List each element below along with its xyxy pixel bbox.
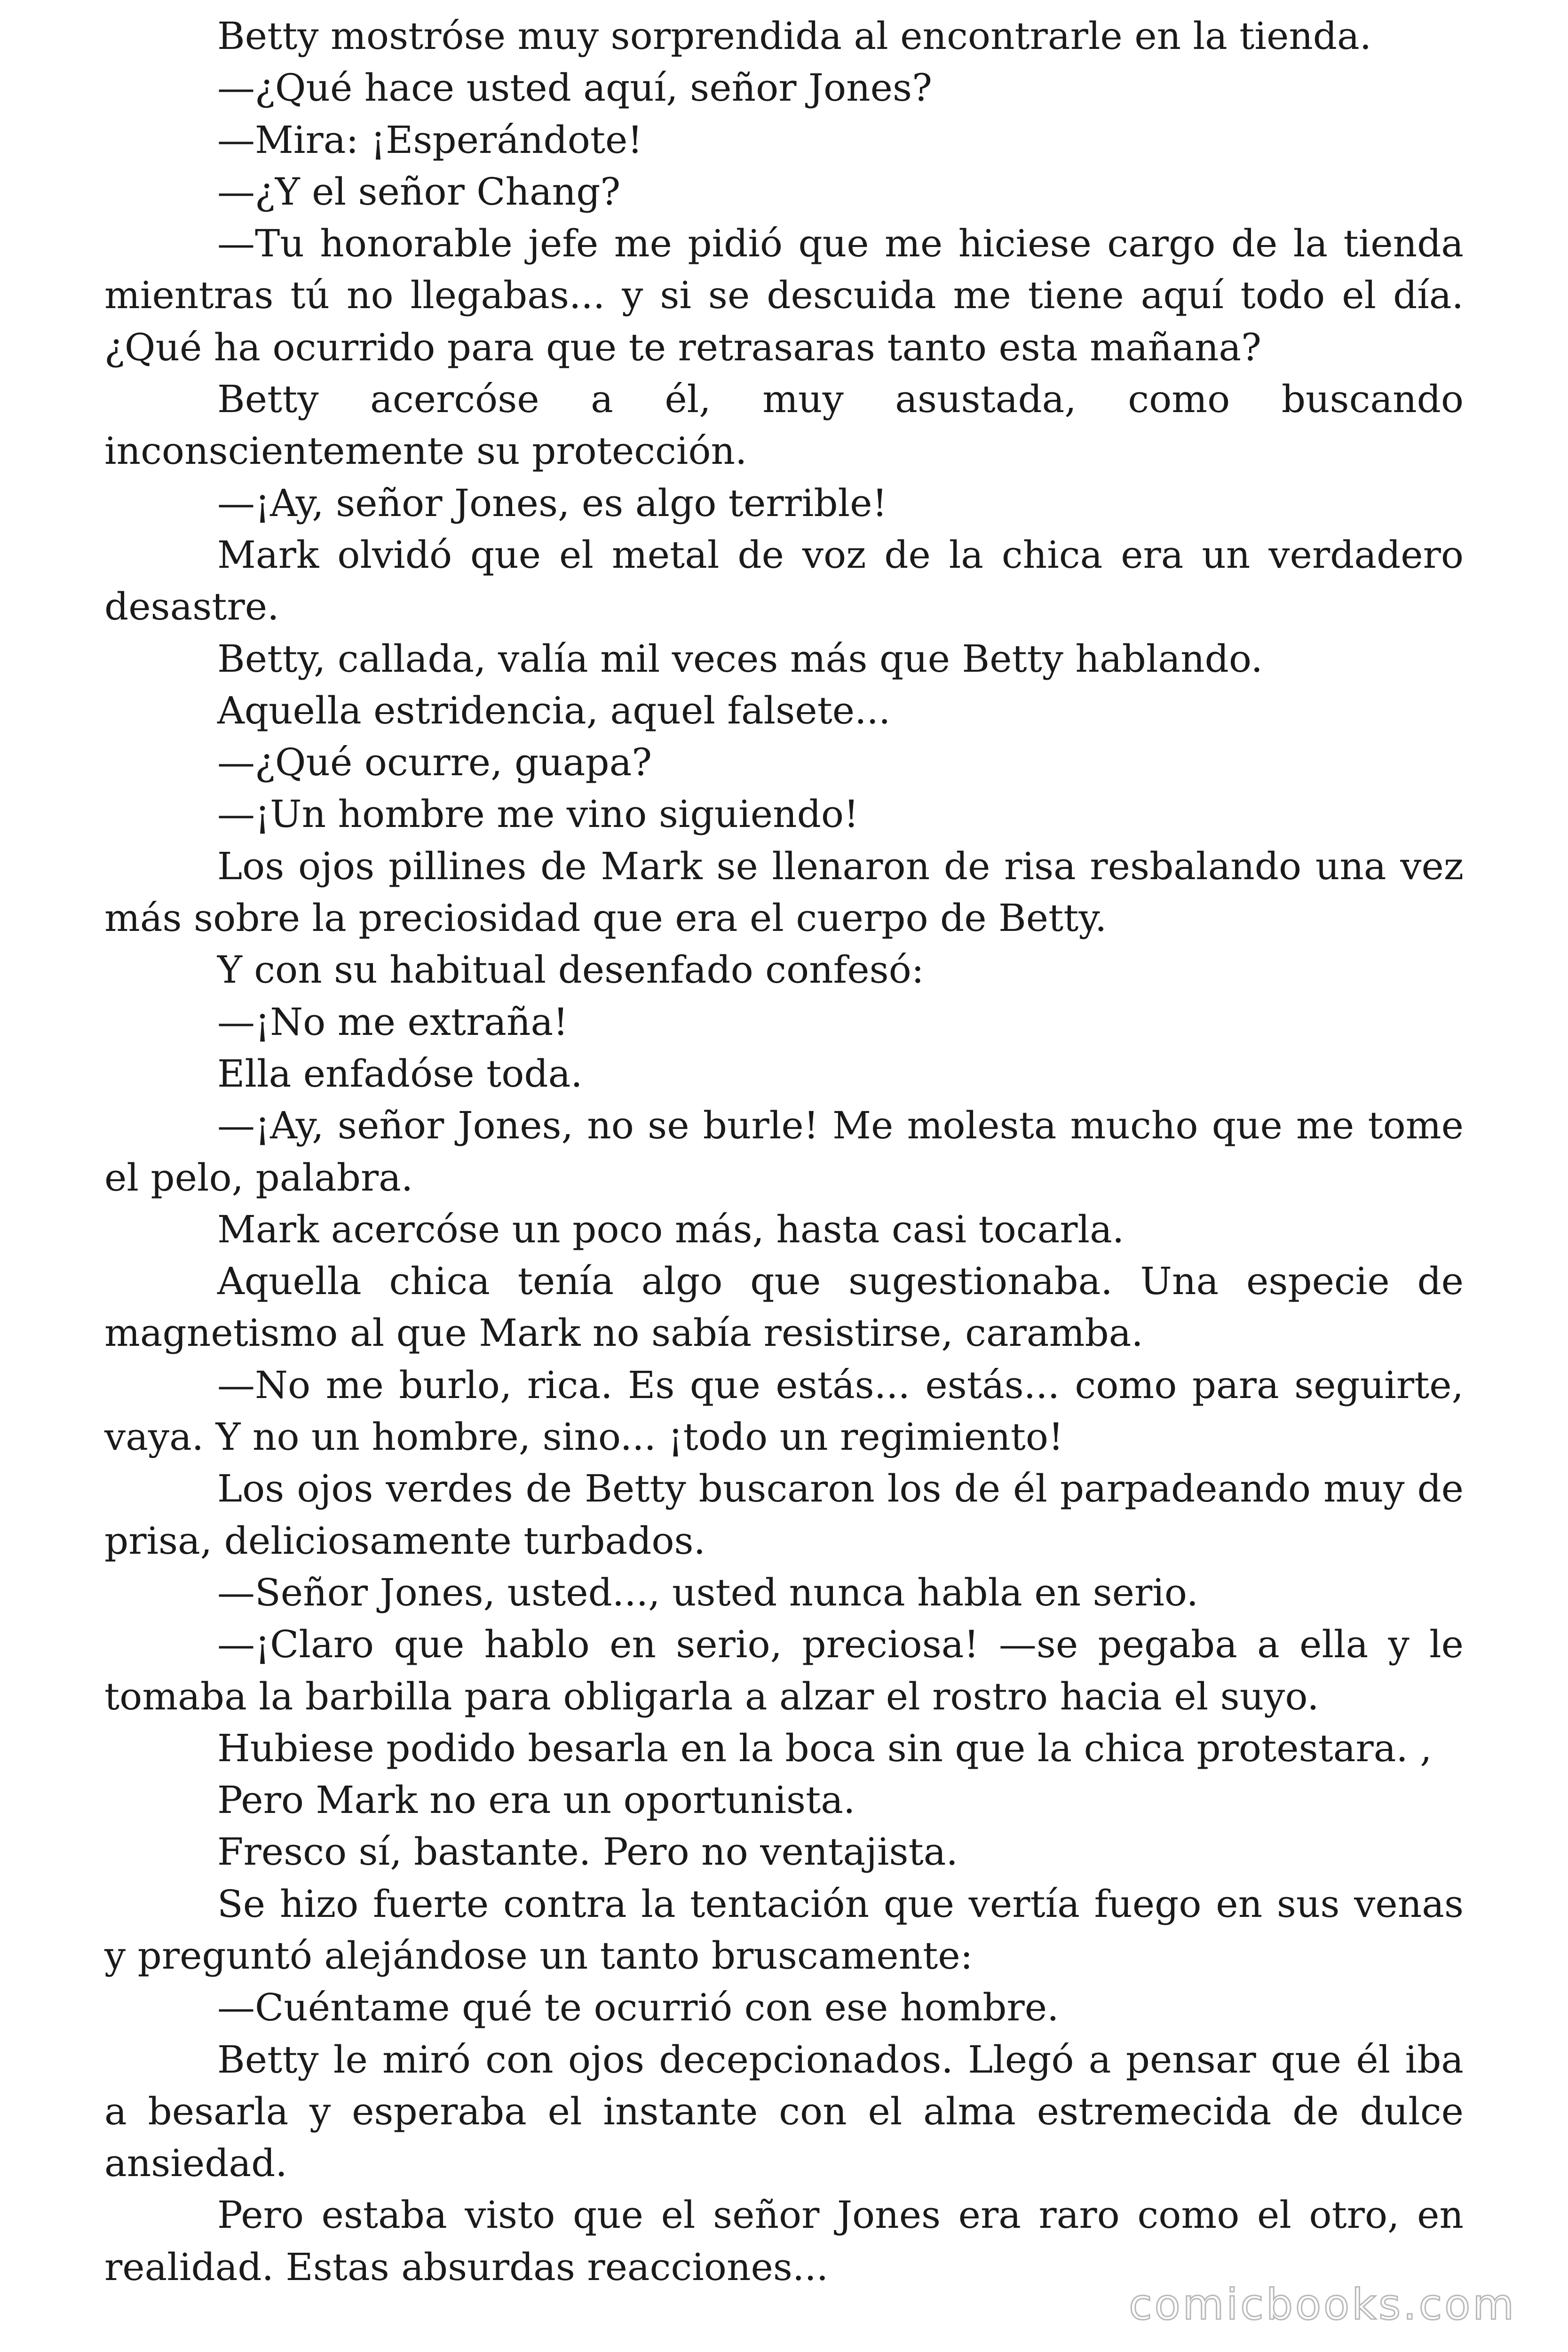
paragraph: Betty mostróse muy sorprendida al encontrarle en la tienda. [217,14,1372,58]
paragraph: —¡No me extraña! [217,1000,569,1044]
paragraph: Los ojos pillines de Mark se llenaron de risa resbalando una vez más sobre la preciosidad que era el cuerpo de Betty. [104,844,1464,940]
paragraph: Betty, callada, valía mil veces más que Betty hablando. [217,636,1263,681]
paragraph: Ella enfadóse toda. [217,1051,583,1096]
paragraph: —Señor Jones, usted..., usted nunca habla en serio. [217,1570,1199,1614]
paragraph: Betty acercóse a él, muy asustada, como buscando inconscientemente su protección. [104,377,1464,473]
paragraph: Aquella estridencia, aquel falsete... [217,688,891,732]
paragraph: —No me burlo, rica. Es que estás... estás... como para seguirte, vaya. Y no un hombre, sino... ¡todo un regimiento! [104,1363,1464,1459]
paragraph: —Cuéntame qué te ocurrió con ese hombre. [217,1986,1059,2030]
paragraph: —¿Qué hace usted aquí, señor Jones? [217,66,932,110]
watermark: comicbooks.com [1129,2280,1516,2329]
paragraph: Aquella chica tenía algo que sugestionaba. Una especie de magnetismo al que Mark no sabía resistirse, caramba. [104,1259,1464,1355]
paragraph: —¡Ay, señor Jones, es algo terrible! [217,481,887,525]
paragraph: Betty le miró con ojos decepcionados. Llegó a pensar que él iba a besarla y esperaba el instante con el alma estremecida de dulce ansiedad. [104,2037,1464,2185]
paragraph: —Tu honorable jefe me pidió que me hiciese cargo de la tienda mientras tú no llegabas... y si se descuida me tiene aquí todo el día. ¿Qué ha ocurrido para que te retrasaras tanto esta mañana? [104,222,1464,369]
paragraph: —¡Claro que hablo en serio, preciosa! —se pegaba a ella y le tomaba la barbilla para obligarla a alzar el rostro hacia el suyo. [104,1622,1464,1718]
paragraph: —¡Un hombre me vino siguiendo! [217,792,859,836]
paragraph: —Mira: ¡Esperándote! [217,118,643,162]
paragraph: —¡Ay, señor Jones, no se burle! Me molesta mucho que me tome el pelo, palabra. [104,1104,1464,1200]
paragraph: Se hizo fuerte contra la tentación que vertía fuego en sus venas y preguntó alejándose un tanto bruscamente: [104,1882,1464,1978]
paragraph: Pero Mark no era un oportunista. [217,1778,855,1822]
paragraph: Los ojos verdes de Betty buscaron los de él parpadeando muy de prisa, deliciosamente turbados. [104,1467,1464,1563]
paragraph: Fresco sí, bastante. Pero no ventajista. [217,1830,958,1874]
paragraph: Y con su habitual desenfado confesó: [217,948,924,992]
paragraph: Mark acercóse un poco más, hasta casi tocarla. [217,1207,1125,1251]
paragraph: —¿Y el señor Chang? [217,169,621,214]
paragraph: Pero estaba visto que el señor Jones era raro como el otro, en realidad. Estas absurdas reacciones... [104,2193,1464,2289]
paragraph: Mark olvidó que el metal de voz de la chica era un verdadero desastre. [104,532,1464,629]
paragraph: —¿Qué ocurre, guapa? [217,740,652,785]
page-text [104,10,1464,2293]
paragraph: Hubiese podido besarla en la boca sin que la chica protestara. , [217,1726,1432,1770]
